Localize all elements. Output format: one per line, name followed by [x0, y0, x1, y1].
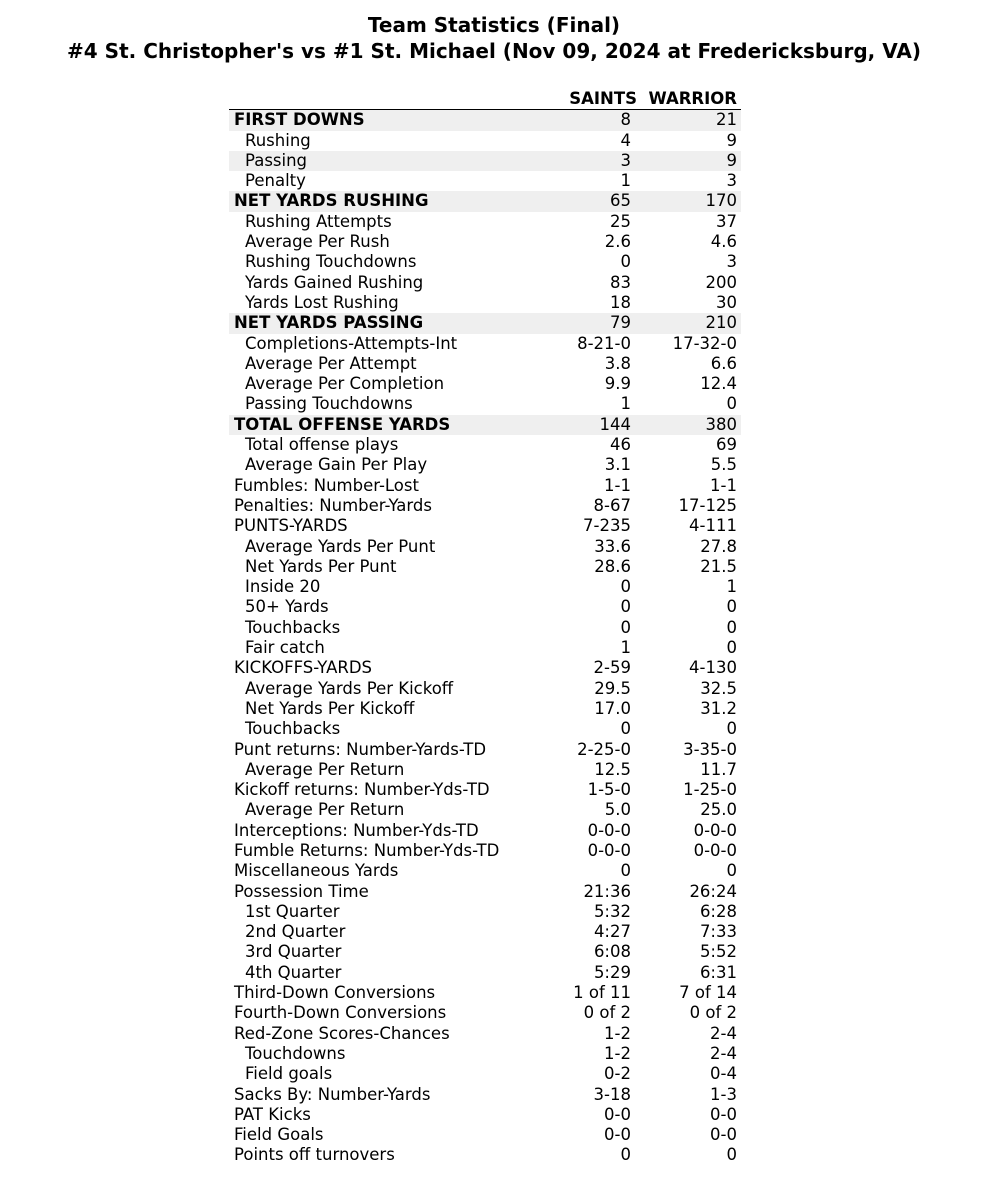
saints-value: 0 — [620, 597, 631, 617]
table-row — [229, 1024, 741, 1044]
warrior-value: 6:28 — [699, 901, 737, 921]
warrior-value: 2-4 — [710, 1023, 737, 1043]
table-row — [229, 557, 741, 577]
saints-value: 9.9 — [604, 374, 631, 394]
warrior-value: 3-35-0 — [683, 739, 737, 759]
saints-value: 21:36 — [583, 881, 631, 901]
saints-value: 79 — [559, 313, 637, 333]
saints-value: 144 — [559, 415, 637, 435]
warrior-value: 3 — [726, 252, 737, 272]
warrior-value: 30 — [716, 292, 737, 312]
table-row — [229, 334, 741, 354]
stat-label: Average Yards Per Punt — [245, 536, 436, 556]
saints-value: 3-18 — [593, 1084, 631, 1104]
stat-label: Average Per Return — [245, 759, 405, 779]
table-row — [229, 252, 741, 272]
table-row — [229, 841, 741, 861]
saints-value: 0 — [620, 1145, 631, 1165]
saints-value: 8-21-0 — [577, 333, 631, 353]
stat-label: Fourth-Down Conversions — [234, 1003, 447, 1023]
saints-value: 33.6 — [594, 536, 631, 556]
warrior-value: 25.0 — [700, 800, 737, 820]
warrior-value: 0 — [726, 638, 737, 658]
saints-value: 3.1 — [604, 455, 631, 475]
warrior-value: 0 — [726, 597, 737, 617]
table-row — [229, 394, 741, 414]
warrior-value: 0 — [726, 861, 737, 881]
saints-value: 4:27 — [593, 922, 631, 942]
stat-label: Yards Lost Rushing — [245, 292, 399, 312]
saints-value: 1-2 — [604, 1023, 631, 1043]
page-title: Team Statistics (Final) — [367, 13, 621, 37]
stat-label: Net Yards Per Punt — [245, 556, 397, 576]
saints-value: 0-0-0 — [587, 820, 631, 840]
saints-value: 2-25-0 — [577, 739, 631, 759]
warrior-value: 0-4 — [710, 1064, 737, 1084]
stat-label: PUNTS-YARDS — [234, 516, 348, 536]
saints-value: 5:29 — [593, 962, 631, 982]
table-row — [229, 780, 741, 800]
team-stats-table — [229, 89, 741, 1166]
stat-label: Points off turnovers — [234, 1145, 395, 1165]
stat-label: Punt returns: Number-Yards-TD — [234, 739, 487, 759]
warrior-value: 26:24 — [689, 881, 737, 901]
stat-label: NET YARDS PASSING — [229, 313, 559, 333]
warrior-value: 69 — [716, 435, 737, 455]
stat-label: Interceptions: Number-Yds-TD — [234, 820, 479, 840]
warrior-value: 6.6 — [710, 353, 737, 373]
warrior-value: 380 — [637, 415, 741, 435]
warrior-value: 17-125 — [678, 495, 737, 515]
stat-label: FIRST DOWNS — [229, 110, 559, 131]
stat-label: Touchbacks — [245, 617, 341, 637]
stat-label: 4th Quarter — [245, 962, 342, 982]
warrior-value: 32.5 — [700, 678, 737, 698]
saints-value: 2.6 — [604, 232, 631, 252]
warrior-value: 31.2 — [700, 698, 737, 718]
table-row — [229, 679, 741, 699]
table-row — [229, 232, 741, 252]
warrior-value: 2-4 — [710, 1043, 737, 1063]
table-row — [229, 597, 741, 617]
saints-value: 12.5 — [594, 759, 631, 779]
table-row — [229, 719, 741, 739]
table-row — [229, 374, 741, 394]
saints-value: 29.5 — [594, 678, 631, 698]
warrior-value: 4-111 — [689, 516, 737, 536]
stat-label: Kickoff returns: Number-Yds-TD — [234, 780, 490, 800]
table-row — [229, 476, 741, 496]
warrior-value: 12.4 — [700, 374, 737, 394]
stat-label: Passing — [229, 151, 559, 171]
table-row — [229, 354, 741, 374]
table-row — [229, 942, 741, 962]
table-row — [229, 922, 741, 942]
saints-value: 1-5-0 — [587, 780, 631, 800]
stat-label: Sacks By: Number-Yards — [234, 1084, 431, 1104]
table-row — [229, 618, 741, 638]
warrior-value: 7:33 — [699, 922, 737, 942]
stat-label: KICKOFFS-YARDS — [234, 658, 373, 678]
saints-value: 83 — [610, 272, 631, 292]
warrior-value: 3 — [726, 171, 737, 191]
stat-label: 1st Quarter — [245, 901, 340, 921]
table-row — [229, 760, 741, 780]
saints-value: 1-1 — [604, 475, 631, 495]
table-row — [229, 861, 741, 881]
stat-label: Average Per Attempt — [245, 353, 417, 373]
saints-value: 28.6 — [594, 556, 631, 576]
warrior-value: 5.5 — [710, 455, 737, 475]
warrior-value: 1-1 — [710, 475, 737, 495]
table-row — [229, 516, 741, 536]
warrior-value: 17-32-0 — [672, 333, 737, 353]
saints-value: 1 — [620, 394, 631, 414]
warrior-value: 11.7 — [700, 759, 737, 779]
table-row — [229, 1105, 741, 1125]
stat-label: Fair catch — [245, 638, 325, 658]
table-row — [229, 638, 741, 658]
warrior-value: 21.5 — [700, 556, 737, 576]
warrior-value: 0 — [726, 1145, 737, 1165]
saints-value: 8-67 — [593, 495, 631, 515]
warrior-value: 1 — [726, 577, 737, 597]
warrior-value: 210 — [637, 313, 741, 333]
stat-label: Penalties: Number-Yards — [234, 495, 432, 515]
warrior-value: 37 — [716, 211, 737, 231]
warrior-value: 4-130 — [689, 658, 737, 678]
table-row — [229, 455, 741, 475]
table-body — [229, 110, 741, 1166]
saints-value: 46 — [610, 435, 631, 455]
table-row — [229, 191, 741, 211]
table-row — [229, 821, 741, 841]
stat-label: PAT Kicks — [234, 1104, 311, 1124]
table-row — [229, 151, 741, 171]
table-row — [229, 110, 741, 131]
saints-value: 3 — [559, 151, 637, 171]
stat-label: Touchdowns — [245, 1043, 346, 1063]
warrior-value: 0-0-0 — [693, 820, 737, 840]
table-row — [229, 131, 741, 151]
stat-label: 2nd Quarter — [245, 922, 346, 942]
saints-value: 7-235 — [583, 516, 631, 536]
table-row — [229, 496, 741, 516]
stat-label: Average Per Return — [245, 800, 405, 820]
stat-label: Red-Zone Scores-Chances — [234, 1023, 450, 1043]
table-row — [229, 699, 741, 719]
warrior-value: 0 — [726, 719, 737, 739]
stat-label: Net Yards Per Kickoff — [245, 698, 415, 718]
stat-label: Rushing Touchdowns — [245, 252, 417, 272]
table-header-row — [229, 89, 741, 110]
table-row — [229, 171, 741, 191]
warrior-value: 0-0 — [710, 1104, 737, 1124]
warrior-column-header: WARRIOR — [637, 89, 741, 110]
saints-value: 25 — [610, 211, 631, 231]
saints-value: 5.0 — [604, 800, 631, 820]
table-row — [229, 435, 741, 455]
stat-label: Inside 20 — [245, 577, 321, 597]
saints-value: 0 — [620, 861, 631, 881]
stat-label: Possession Time — [234, 881, 369, 901]
saints-value: 8 — [559, 110, 637, 131]
saints-value: 1 — [620, 171, 631, 191]
table-row — [229, 983, 741, 1003]
warrior-value: 6:31 — [699, 962, 737, 982]
warrior-value: 200 — [705, 272, 737, 292]
table-row — [229, 800, 741, 820]
warrior-value: 0 — [726, 617, 737, 637]
stat-label: Average Yards Per Kickoff — [245, 678, 454, 698]
stat-label: Rushing — [245, 130, 311, 150]
stat-label: Touchbacks — [245, 719, 341, 739]
page-subtitle: #4 St. Christopher's vs #1 St. Michael (Nov 09, 2024 at Fredericksburg, VA) — [67, 39, 921, 63]
table-row — [229, 882, 741, 902]
table-row — [229, 963, 741, 983]
stat-label: TOTAL OFFENSE YARDS — [229, 415, 559, 435]
saints-value: 0-2 — [604, 1064, 631, 1084]
table-row — [229, 212, 741, 232]
saints-value: 5:32 — [593, 901, 631, 921]
warrior-value: 9 — [637, 151, 741, 171]
saints-value: 0 of 2 — [583, 1003, 631, 1023]
warrior-value: 0-0-0 — [693, 840, 737, 860]
saints-value: 0 — [620, 577, 631, 597]
table-row — [229, 1003, 741, 1023]
stat-label: Completions-Attempts-Int — [245, 333, 458, 353]
table-row — [229, 658, 741, 678]
stat-label: Fumble Returns: Number-Yds-TD — [234, 840, 500, 860]
stat-label: Average Gain Per Play — [245, 455, 428, 475]
warrior-value: 0 of 2 — [689, 1003, 737, 1023]
saints-value: 1-2 — [604, 1043, 631, 1063]
warrior-value: 5:52 — [699, 942, 737, 962]
table-row — [229, 1064, 741, 1084]
table-row — [229, 1145, 741, 1165]
table-row — [229, 1085, 741, 1105]
table-row — [229, 415, 741, 435]
saints-value: 1 — [620, 638, 631, 658]
table-row — [229, 740, 741, 760]
stat-label: Penalty — [245, 171, 306, 191]
table-row — [229, 313, 741, 333]
stat-label: Field Goals — [234, 1125, 324, 1145]
saints-value: 17.0 — [594, 698, 631, 718]
stat-label: Third-Down Conversions — [234, 983, 436, 1003]
saints-value: 0 — [620, 617, 631, 637]
warrior-value: 4.6 — [710, 232, 737, 252]
stat-label: Rushing Attempts — [245, 211, 392, 231]
saints-value: 0-0 — [604, 1104, 631, 1124]
warrior-value: 21 — [637, 110, 741, 131]
stat-label: Average Per Rush — [245, 232, 390, 252]
saints-value: 6:08 — [593, 942, 631, 962]
stat-label: Average Per Completion — [245, 374, 445, 394]
table-row — [229, 293, 741, 313]
saints-value: 3.8 — [604, 353, 631, 373]
stat-column-header — [229, 89, 559, 110]
warrior-value: 0-0 — [710, 1125, 737, 1145]
table-row — [229, 273, 741, 293]
table-row — [229, 902, 741, 922]
warrior-value: 9 — [726, 130, 737, 150]
warrior-value: 7 of 14 — [679, 983, 737, 1003]
warrior-value: 170 — [637, 191, 741, 211]
saints-value: 0 — [620, 719, 631, 739]
table-row — [229, 577, 741, 597]
saints-value: 2-59 — [593, 658, 631, 678]
saints-value: 1 of 11 — [573, 983, 631, 1003]
warrior-value: 0 — [726, 394, 737, 414]
saints-value: 0 — [620, 252, 631, 272]
stat-label: Miscellaneous Yards — [234, 861, 399, 881]
saints-column-header: SAINTS — [559, 89, 637, 110]
stat-label: Yards Gained Rushing — [245, 272, 424, 292]
saints-value: 0-0 — [604, 1125, 631, 1145]
saints-value: 0-0-0 — [587, 840, 631, 860]
saints-value: 4 — [620, 130, 631, 150]
stat-label: 50+ Yards — [245, 597, 329, 617]
warrior-value: 1-3 — [710, 1084, 737, 1104]
stat-label: Fumbles: Number-Lost — [234, 475, 419, 495]
stat-label: NET YARDS RUSHING — [229, 191, 559, 211]
report-header — [0, 12, 988, 64]
table-row — [229, 1044, 741, 1064]
warrior-value: 27.8 — [700, 536, 737, 556]
table-row — [229, 1125, 741, 1145]
warrior-value: 1-25-0 — [683, 780, 737, 800]
stat-label: Total offense plays — [245, 435, 399, 455]
stat-label: Passing Touchdowns — [245, 394, 413, 414]
saints-value: 65 — [559, 191, 637, 211]
table-row — [229, 537, 741, 557]
stat-label: Field goals — [245, 1064, 333, 1084]
saints-value: 18 — [610, 292, 631, 312]
stat-label: 3rd Quarter — [245, 942, 342, 962]
